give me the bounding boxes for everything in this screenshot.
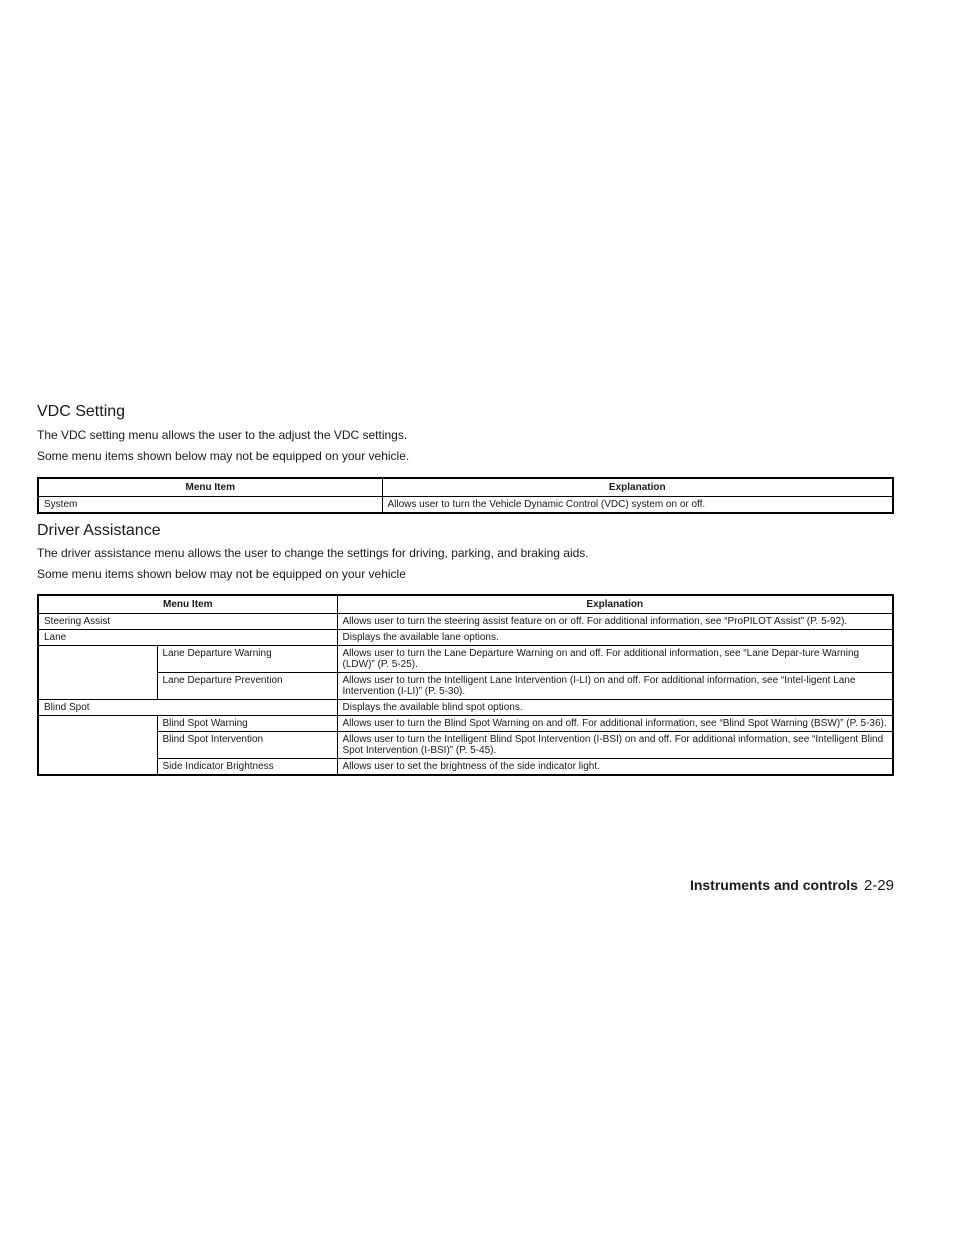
explanation-cell: Allows user to turn the Intelligent Lane Intervention (I-LI) on and off. For additional information, see “Intel-ligent Lane Intervention (I-LI)” (P. 5-30). (337, 673, 893, 700)
explanation-cell: Allows user to turn the Blind Spot Warning on and off. For additional information, see “Blind Spot Warning (BSW)” (P. 5-36). (337, 716, 893, 732)
driver-assistance-menu-table (37, 594, 894, 776)
table-row (38, 614, 893, 630)
column-header-menu-item: Menu Item (38, 478, 382, 497)
page-number: 2-29 (863, 877, 894, 894)
explanation-cell: Allows user to turn the Vehicle Dynamic Control (VDC) system on or off. (382, 497, 893, 514)
chapter-title: Instruments and controls (689, 877, 858, 893)
table-row (38, 673, 893, 700)
explanation-cell: Allows user to turn the Lane Departure Warning on and off. For additional information, see “Lane Depar-ture Warning (LDW)” (P. 5-25). (337, 646, 893, 673)
menu-item-cell: Steering Assist (38, 614, 337, 630)
vdc-note-paragraph: Some menu items shown below may not be equipped on your vehicle. (37, 449, 410, 463)
menu-item-cell: Lane (38, 630, 337, 646)
table-row (38, 759, 893, 776)
vdc-intro-paragraph: The VDC setting menu allows the user to the adjust the VDC settings. (37, 428, 408, 442)
table-row (38, 630, 893, 646)
indent-cell (38, 673, 157, 700)
column-header-menu-item: Menu Item (38, 595, 337, 614)
column-header-explanation: Explanation (337, 595, 893, 614)
indent-cell (38, 759, 157, 776)
explanation-cell: Allows user to turn the Intelligent Blind Spot Intervention (I-BSI) on and off. For additional information, see “Intelligent Blind Spot Intervention (I-BSI)” (P. 5-45). (337, 732, 893, 759)
table-row (38, 700, 893, 716)
table-row (38, 732, 893, 759)
page-footer (690, 877, 894, 894)
vdc-section-title: VDC Setting (37, 403, 126, 420)
table-row (38, 497, 893, 514)
table-header-row (38, 595, 893, 614)
sub-menu-item-cell: Lane Departure Warning (157, 646, 337, 673)
explanation-cell: Allows user to set the brightness of the side indicator light. (337, 759, 893, 776)
vdc-menu-table (37, 477, 894, 514)
explanation-cell: Displays the available blind spot options. (337, 700, 893, 716)
sub-menu-item-cell: Side Indicator Brightness (157, 759, 337, 776)
driver-assistance-intro-paragraph: The driver assistance menu allows the user to change the settings for driving, parking, and braking aids. (37, 546, 589, 560)
indent-cell (38, 732, 157, 759)
sub-menu-item-cell: Blind Spot Warning (157, 716, 337, 732)
indent-cell (38, 716, 157, 732)
menu-item-cell: System (38, 497, 382, 514)
sub-menu-item-cell: Blind Spot Intervention (157, 732, 337, 759)
explanation-cell: Allows user to turn the steering assist feature on or off. For additional information, see “ProPILOT Assist” (P. 5-92). (337, 614, 893, 630)
driver-assistance-note-paragraph: Some menu items shown below may not be equipped on your vehicle (37, 567, 406, 581)
table-header-row (38, 478, 893, 497)
indent-cell (38, 646, 157, 673)
table-row (38, 646, 893, 673)
driver-assistance-section-title: Driver Assistance (37, 522, 161, 539)
column-header-explanation: Explanation (382, 478, 893, 497)
table-row (38, 716, 893, 732)
sub-menu-item-cell: Lane Departure Prevention (157, 673, 337, 700)
menu-item-cell: Blind Spot (38, 700, 337, 716)
explanation-cell: Displays the available lane options. (337, 630, 893, 646)
